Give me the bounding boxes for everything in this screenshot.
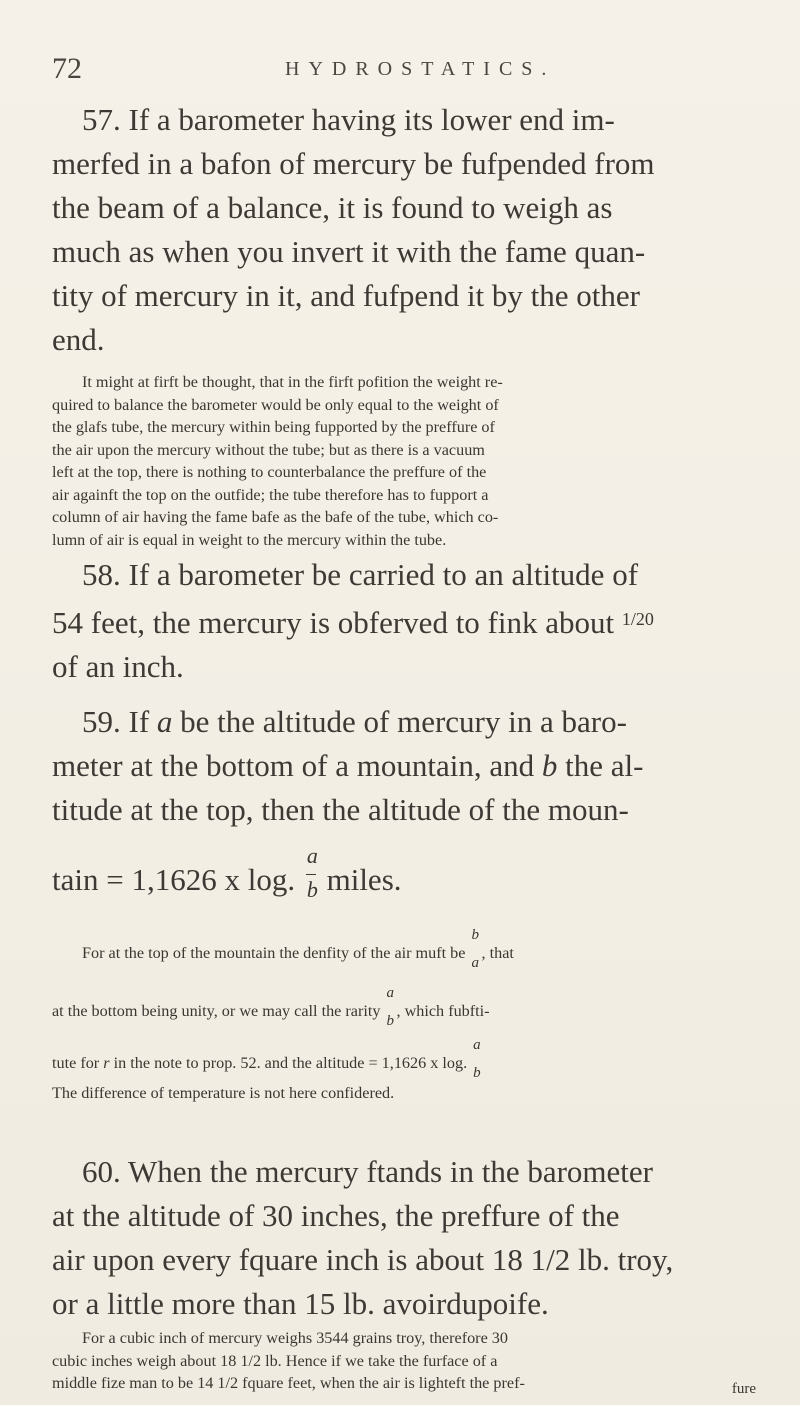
note-line: The difference of temperature is not here confidered. bbox=[52, 1084, 395, 1102]
running-head: HYDROSTATICS. bbox=[285, 58, 556, 80]
prop-60 bbox=[52, 1150, 764, 1326]
note-line: cubic inches weigh about 18 1/2 lb. Hence if we take the furface of a bbox=[52, 1351, 498, 1370]
prop-59 bbox=[52, 700, 764, 832]
prop-59-note: For at the top of the mountain the denfity of the air muft be b a , that at the bottom being unity, or we may call the rarity a b , which fubfti- tute for r in the note to prop. 52. and the altitude = 1,1626 x log. a b The difference of temperature is not here confidered. bbox=[52, 932, 764, 1105]
prop-58 bbox=[52, 553, 764, 689]
prop-60-line: at the altitude of 30 inches, the preffure of the bbox=[52, 1198, 620, 1233]
fraction-a-over-b: a b bbox=[306, 843, 318, 902]
prop-57-line: much as when you invert it with the fame quan- bbox=[52, 234, 646, 269]
prop-60-line: air upon every fquare inch is about 18 1/2 lb. troy, bbox=[52, 1242, 674, 1277]
note-line: It might at firft be thought, that in the firft pofition the weight re- bbox=[82, 373, 503, 391]
altitude-formula: tain = 1,1626 x log. a b miles. bbox=[52, 843, 402, 902]
fraction-bar bbox=[306, 874, 316, 875]
note-line: middle fize man to be 14 1/2 fquare feet, when the air is lighteft the pref- bbox=[52, 1374, 525, 1392]
prop-59-line: meter at the bottom of a mountain, and b the al- bbox=[52, 748, 644, 783]
prop-57-line: the beam of a balance, it is found to weigh as bbox=[52, 190, 613, 225]
prop-58-line: 54 feet, the mercury is obferved to fink about $^{1/20}$ bbox=[52, 605, 654, 640]
prop-57-line: 57. If a barometer having its lower end im- bbox=[82, 102, 615, 137]
note-line: air againft the top on the outfide; the tube therefore has to fupport a bbox=[52, 485, 489, 504]
prop-60-note bbox=[52, 1327, 764, 1395]
prop-57 bbox=[52, 98, 764, 362]
note-line: the glafs tube, the mercury within being fupported by the preffure of bbox=[52, 418, 495, 436]
note-line: quired to balance the barometer would be only equal to the weight of bbox=[52, 395, 499, 414]
fraction-one-twentieth: 1/20 bbox=[621, 609, 654, 629]
prop-57-note bbox=[52, 371, 764, 551]
prop-58-line: 58. If a barometer be carried to an altitude of bbox=[82, 557, 639, 592]
page-number: 72 bbox=[52, 52, 82, 85]
prop-57-line: merfed in a bafon of mercury be fufpended from bbox=[52, 146, 655, 181]
prop-57-line: tity of mercury in it, and fufpend it by the other bbox=[52, 278, 640, 313]
prop-59-line: 59. If a be the altitude of mercury in a baro- bbox=[82, 704, 627, 739]
note-line: lumn of air is equal in weight to the mercury within the tube. bbox=[52, 530, 447, 549]
prop-58-line: of an inch. bbox=[52, 649, 184, 684]
catchword: fure bbox=[731, 1381, 756, 1397]
note-line: the air upon the mercury without the tube; but as there is a vacuum bbox=[52, 440, 485, 459]
prop-60-line: or a little more than 15 lb. avoirdupoife. bbox=[52, 1286, 549, 1321]
note-line: left at the top, there is nothing to counterbalance the preffure of the bbox=[52, 463, 487, 481]
note-line: For a cubic inch of mercury weighs 3544 grains troy, therefore 30 bbox=[82, 1329, 508, 1347]
prop-59-line: titude at the top, then the altitude of the moun- bbox=[52, 792, 629, 827]
page-header bbox=[52, 52, 760, 92]
prop-57-line: end. bbox=[52, 322, 105, 357]
prop-60-line: 60. When the mercury ftands in the barometer bbox=[82, 1154, 654, 1189]
note-line: column of air having the fame bafe as the bafe of the tube, which co- bbox=[52, 508, 499, 526]
